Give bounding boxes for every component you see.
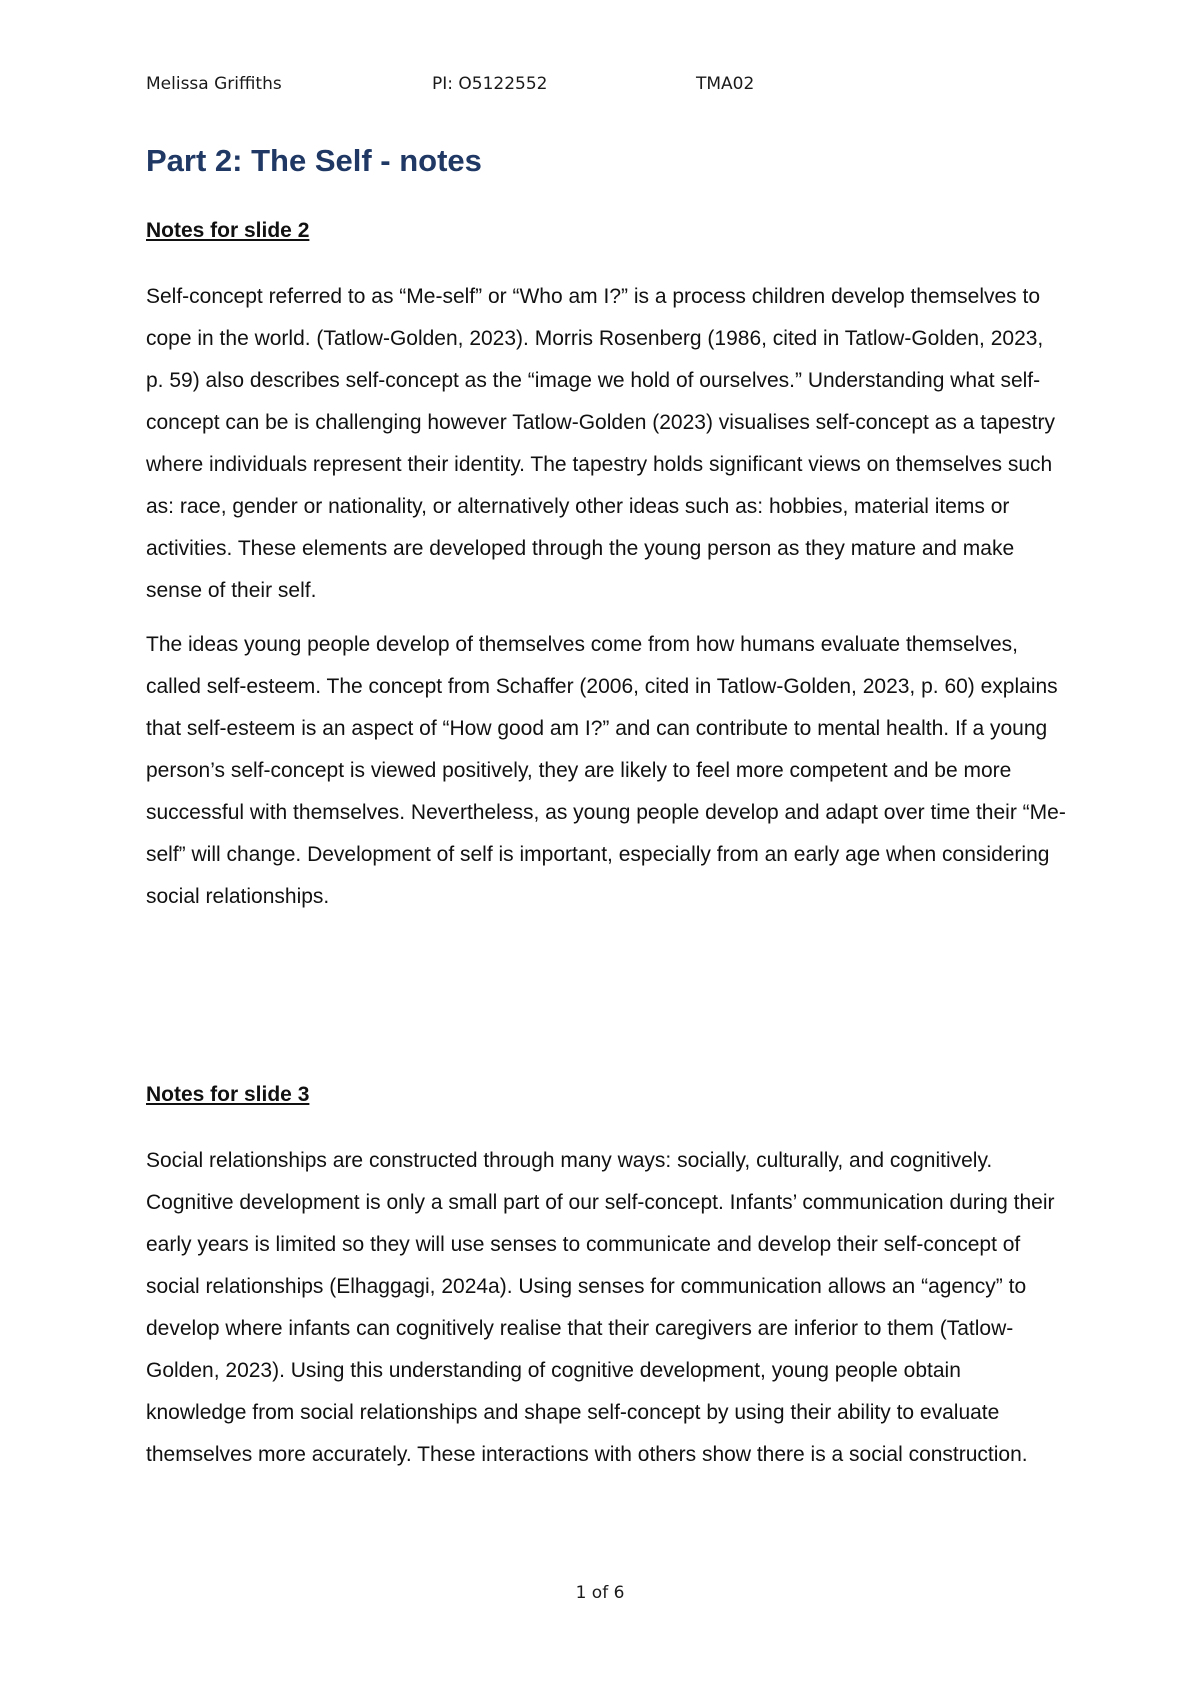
section-slide-2 [146, 217, 1066, 918]
page-number: 1 of 6 [575, 1583, 625, 1603]
page-title: Part 2: The Self - notes [146, 143, 482, 178]
section-heading: Notes for slide 2 [146, 219, 310, 242]
paragraph: Social relationships are constructed through many ways: socially, culturally, and cognitively. Cognitive development is only a small part of our self-concept. Infants’ communication during their early years is limited so they will use senses to communicate and develop their self-concept of social relationships (Elhaggagi, 2024a). Using senses for communication allows an “agency” to develop where infants can cognitively realise that their caregivers are inferior to them (Tatlow-Golden, 2023). Using this understanding of cognitive development, young people obtain knowledge from social relationships and shape self-concept by using their ability to evaluate themselves more accurately. These interactions with others show there is a social construction. [146, 1149, 1055, 1466]
header-author: Melissa Griffiths [146, 74, 282, 94]
paragraph: The ideas young people develop of themselves come from how humans evaluate themselves, called self-esteem. The concept from Schaffer (2006, cited in Tatlow-Golden, 2023, p. 60) explains that self-esteem is an aspect of “How good am I?” and can contribute to mental health. If a young person’s self-concept is viewed positively, they are likely to feel more competent and be more successful with themselves. Nevertheless, as young people develop and adapt over time their “Me-self” will change. Development of self is important, especially from an early age when considering social relationships. [146, 633, 1066, 908]
section-slide-3 [146, 1081, 1066, 1476]
page-header [146, 74, 1046, 100]
header-assignment: TMA02 [696, 74, 755, 94]
paragraph: Self-concept referred to as “Me-self” or “Who am I?” is a process children develop themselves to cope in the world. (Tatlow-Golden, 2023). Morris Rosenberg (1986, cited in Tatlow-Golden, 2023, p. 59) also describes self-concept as the “image we hold of ourselves.” Understanding what self-concept can be is challenging however Tatlow-Golden (2023) visualises self-concept as a tapestry where individuals represent their identity. The tapestry holds significant views on themselves such as: race, gender or nationality, or alternatively other ideas such as: hobbies, material items or activities. These elements are developed through the young person as they mature and make sense of their self. [146, 285, 1055, 602]
section-heading: Notes for slide 3 [146, 1083, 310, 1106]
header-pi: PI: O5122552 [432, 74, 548, 94]
